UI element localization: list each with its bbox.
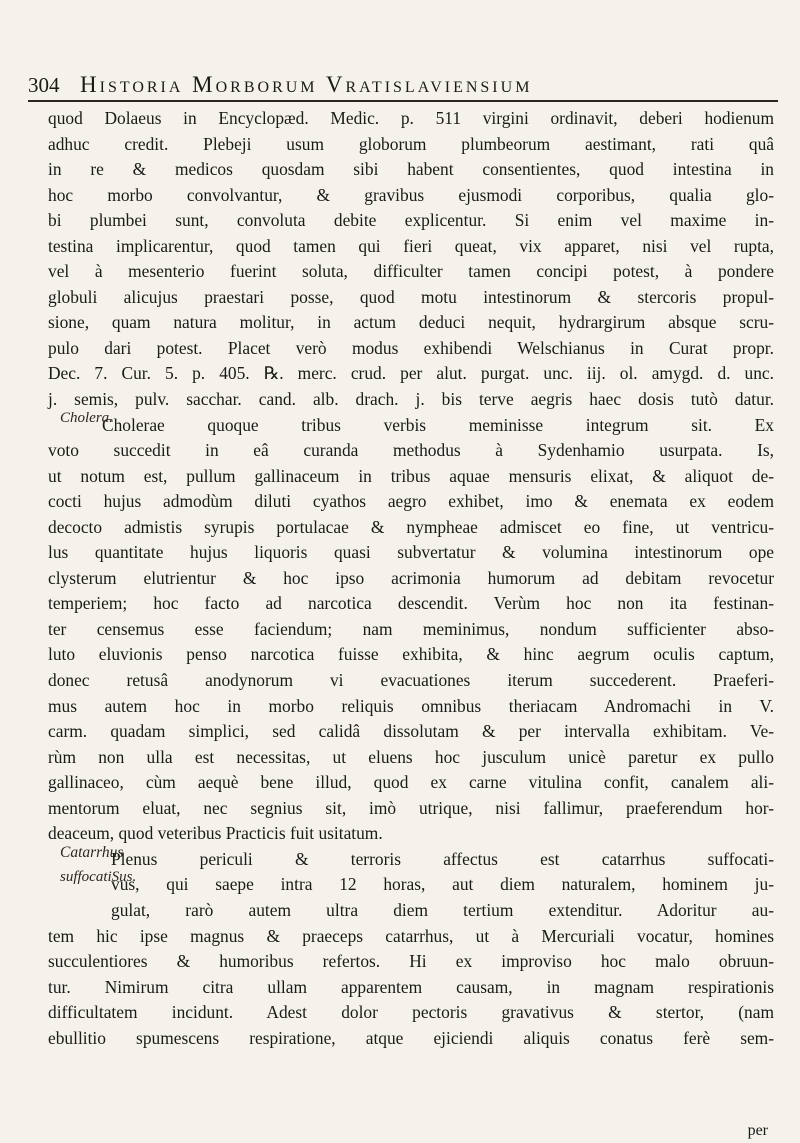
text-line: difficultatem incidunt. Adest dolor pectoris gravativus & stertor, (nam bbox=[48, 1002, 774, 1023]
text-line: cocti hujus admodùm diluti cyathos aegro exhibet, imo & enemata ex eodem bbox=[48, 491, 774, 512]
text-line: vus, qui saepe intra 12 horas, aut diem naturalem, hominem ju- bbox=[111, 874, 774, 895]
margin-note-suffocativus: suffocatiSus. bbox=[60, 869, 137, 885]
text-line: ebullitio spumescens respiratione, atque ejiciendi aliquis conatus ferè sem- bbox=[48, 1027, 774, 1048]
margin-note-catarrhus: Catarrhus bbox=[60, 844, 124, 861]
catchword: per bbox=[747, 1122, 768, 1139]
text-line: Cholerae quoque tribus verbis meminisse integrum sit. Ex bbox=[102, 414, 774, 435]
text-line: succulentiores & humoribus refertos. Hi ex improviso hoc malo obruun- bbox=[48, 951, 774, 972]
text-line: temperiem; hoc facto ad narcotica descendit. Verùm hoc non ita festinan- bbox=[48, 593, 774, 614]
text-line: vel à mesenterio fuerint soluta, difficulter tamen concipi potest, à pondere bbox=[48, 261, 774, 282]
text-line: in re & medicos quosdam sibi habent consentientes, quod intestina in bbox=[48, 159, 774, 180]
body-text bbox=[48, 106, 774, 1051]
text-line: ter censemus esse faciendum; nam meminimus, nondum sufficienter abso- bbox=[48, 618, 774, 639]
text-line: Dec. 7. Cur. 5. p. 405. ℞. merc. crud. per alut. purgat. unc. iij. ol. amygd. d. unc. bbox=[48, 363, 774, 384]
text-line: carm. quadam simplici, sed calidâ dissolutam & per intervalla exhibitam. Ve- bbox=[48, 721, 774, 742]
text-line: mus autem hoc in morbo reliquis omnibus theriacam Andromachi in V. bbox=[48, 695, 774, 716]
header-rule bbox=[28, 100, 778, 102]
text-line: luto eluvionis penso narcotica fuisse exhibita, & hinc aegrum oculis captum, bbox=[48, 644, 774, 665]
text-line: ut notum est, pullum gallinaceum in tribus aquae mensuris elixat, & aliquot de- bbox=[48, 465, 774, 486]
text-line: tem hic ipse magnus & praeceps catarrhus, ut à Mercuriali vocatur, homines bbox=[48, 925, 774, 946]
text-line: Plenus periculi & terroris affectus est catarrhus suffocati- bbox=[111, 848, 774, 869]
text-line: decocto admistis syrupis portulacae & nympheae admiscet eo fine, ut ventricu- bbox=[48, 516, 774, 537]
text-line: adhuc credit. Plebeji usum globorum plumbeorum aestimant, rati quâ bbox=[48, 133, 774, 154]
text-line: gulat, rarò autem ultra diem tertium extenditur. Adoritur au- bbox=[111, 899, 774, 920]
text-line: quod Dolaeus in Encyclopæd. Medic. p. 511 virgini ordinavit, deberi hodienum bbox=[48, 108, 774, 128]
margin-note-cholera: Cholera. bbox=[60, 410, 113, 426]
text-line: mentorum eluat, nec segnius sit, imò utrique, nisi fallimur, praeferendum hor- bbox=[48, 797, 774, 818]
text-line: rùm non ulla est necessitas, ut eluens hoc jusculum unicè paretur ex pullo bbox=[48, 746, 774, 767]
text-line: hoc morbo convolvantur, & gravibus ejusmodi corporibus, qualia glo- bbox=[48, 184, 774, 205]
text-line: pulo dari potest. Placet verò modus exhibendi Welschianus in Curat propr. bbox=[48, 337, 774, 358]
text-line: gallinaceo, cùm aequè bene illud, quod ex carne vitulina confit, canalem ali- bbox=[48, 772, 774, 793]
text-line: bi plumbei sunt, convoluta debite explicentur. Si enim vel maxime in- bbox=[48, 210, 774, 231]
text-line: tur. Nimirum citra ullam apparentem causam, in magnam respirationis bbox=[48, 976, 774, 997]
text-line: sione, quam natura molitur, in actum deduci nequit, hydrargirum absque scru- bbox=[48, 312, 774, 333]
text-line: lus quantitate hujus liquoris quasi subvertatur & volumina intestinorum ope bbox=[48, 542, 774, 563]
text-line: donec retusâ anodynorum vi evacuationes iterum succederent. Praeferi- bbox=[48, 670, 774, 691]
page-header bbox=[28, 72, 776, 102]
text-line: j. semis, pulv. sacchar. cand. alb. drach. j. bis terve aegris haec dosis tutò datur. bbox=[48, 389, 774, 410]
text-line: deaceum, quod veteribus Practicis fuit usitatum. bbox=[48, 823, 383, 844]
text-line: voto succedit in eâ curanda methodus à Sydenhamio usurpata. Is, bbox=[48, 440, 774, 461]
running-title: Historia Morborum Vratislaviensium bbox=[80, 72, 533, 97]
page-number: 304 bbox=[28, 73, 60, 97]
text-line: testina implicarentur, quod tamen qui fieri queat, vix apparet, nisi vel rupta, bbox=[48, 235, 774, 256]
text-line: globuli alicujus praestari posse, quod motu intestinorum & stercoris propul- bbox=[48, 286, 774, 307]
text-line: clysterum elutrientur & hoc ipso acrimonia humorum ad debitam revocetur bbox=[48, 567, 774, 588]
